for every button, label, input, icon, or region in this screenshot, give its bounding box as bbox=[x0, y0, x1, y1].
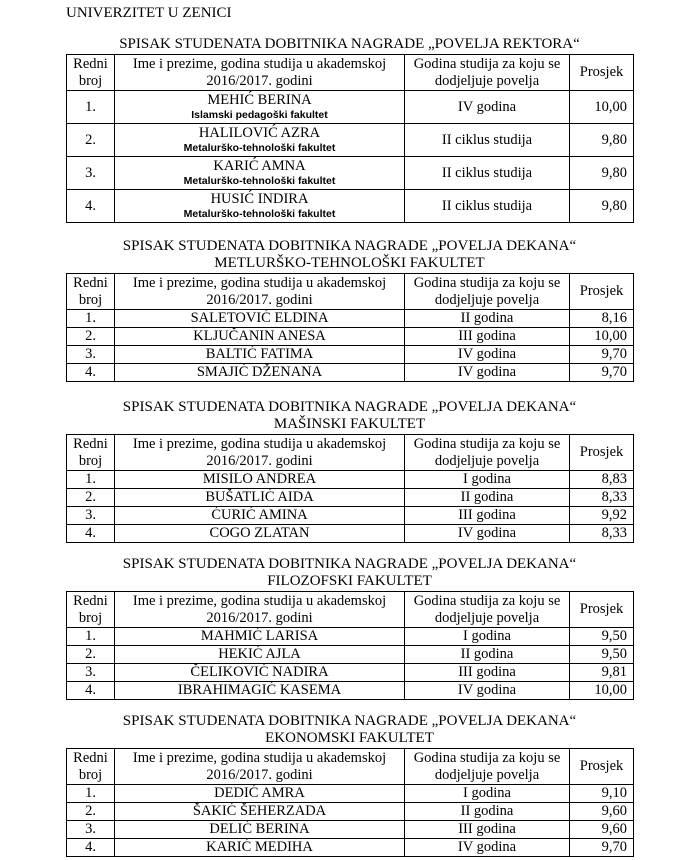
student-cell bbox=[115, 190, 405, 223]
header-godina-studija: Godina studija za koju se dodjeljuje povelja bbox=[405, 435, 570, 471]
row-number: 2. bbox=[67, 646, 115, 664]
row-number: 2. bbox=[67, 489, 115, 507]
grade-average: 9,60 bbox=[570, 821, 634, 839]
student-name: ĆURIĆ AMINA bbox=[115, 507, 405, 525]
grade-average: 9,80 bbox=[570, 124, 634, 157]
grade-average: 8,33 bbox=[570, 489, 634, 507]
student-cell bbox=[115, 157, 405, 190]
table-header-row bbox=[67, 592, 634, 628]
header-prosjek: Prosjek bbox=[570, 749, 634, 785]
study-year: II ciklus studija bbox=[405, 157, 570, 190]
study-year: III godina bbox=[405, 328, 570, 346]
table-row bbox=[67, 346, 634, 364]
section-subtitle: MAŠINSKI FAKULTET bbox=[273, 416, 426, 432]
student-cell bbox=[115, 124, 405, 157]
header-ime-prezime: Ime i prezime, godina studija u akademskoj 2016/2017. godini bbox=[115, 274, 405, 310]
header-ime-prezime: Ime i prezime, godina studija u akademskoj 2016/2017. godini bbox=[115, 592, 405, 628]
section-filozofski bbox=[66, 556, 633, 700]
header-godina-studija: Godina studija za koju se dodjeljuje povelja bbox=[405, 592, 570, 628]
header-prosjek: Prosjek bbox=[570, 592, 634, 628]
row-number: 1. bbox=[67, 628, 115, 646]
study-year: I godina bbox=[405, 628, 570, 646]
grade-average: 8,16 bbox=[570, 310, 634, 328]
study-year: II ciklus studija bbox=[405, 190, 570, 223]
study-year: IV godina bbox=[405, 839, 570, 857]
grade-average: 9,50 bbox=[570, 628, 634, 646]
student-name: DELIĆ BERINA bbox=[115, 821, 405, 839]
header-redni-broj: Redni broj bbox=[67, 749, 115, 785]
section-rektor bbox=[66, 36, 633, 223]
study-year: III godina bbox=[405, 507, 570, 525]
table-header-row bbox=[67, 55, 634, 91]
grade-average: 8,33 bbox=[570, 525, 634, 543]
awards-table bbox=[66, 591, 634, 700]
student-name: COGO ZLATAN bbox=[115, 525, 405, 543]
header-prosjek: Prosjek bbox=[570, 55, 634, 91]
row-number: 1. bbox=[67, 785, 115, 803]
section-subtitle: METLURŠKO-TEHNOLOŠKI FAKULTET bbox=[214, 255, 485, 271]
study-year: II godina bbox=[405, 646, 570, 664]
table-row bbox=[67, 310, 634, 328]
study-year: I godina bbox=[405, 785, 570, 803]
section-metalursko-tehnoloski bbox=[66, 238, 633, 382]
awards-table bbox=[66, 273, 634, 382]
student-cell bbox=[115, 91, 405, 124]
table-row bbox=[67, 157, 634, 190]
student-name: MISILO ANDREA bbox=[115, 471, 405, 489]
study-year: III godina bbox=[405, 821, 570, 839]
student-name: KARIĆ MEDIHA bbox=[115, 839, 405, 857]
student-name: SALETOVIĆ ELDINA bbox=[115, 310, 405, 328]
grade-average: 9,70 bbox=[570, 364, 634, 382]
table-row bbox=[67, 682, 634, 700]
grade-average: 9,10 bbox=[570, 785, 634, 803]
section-title: SPISAK STUDENATA DOBITNIKA NAGRADE „POVELJA REKTORA“ bbox=[119, 36, 580, 52]
student-name: ŠAKIĆ ŠEHERZADA bbox=[115, 803, 405, 821]
table-row bbox=[67, 839, 634, 857]
grade-average: 10,00 bbox=[570, 682, 634, 700]
table-row bbox=[67, 124, 634, 157]
header-redni-broj: Redni broj bbox=[67, 592, 115, 628]
row-number: 1. bbox=[67, 310, 115, 328]
row-number: 3. bbox=[67, 157, 115, 190]
study-year: II godina bbox=[405, 310, 570, 328]
study-year: IV godina bbox=[405, 682, 570, 700]
university-name: UNIVERZITET U ZENICI bbox=[66, 5, 232, 21]
student-name: MEHIĆ BERINA bbox=[207, 92, 312, 108]
grade-average: 9,80 bbox=[570, 157, 634, 190]
section-title: SPISAK STUDENATA DOBITNIKA NAGRADE „POVELJA DEKANA“ bbox=[122, 238, 577, 254]
table-row bbox=[67, 646, 634, 664]
student-faculty: Metalurško-tehnološki fakultet bbox=[183, 175, 336, 187]
student-faculty: Islamski pedagoški fakultet bbox=[191, 109, 328, 121]
table-header-row bbox=[67, 435, 634, 471]
grade-average: 9,50 bbox=[570, 646, 634, 664]
grade-average: 10,00 bbox=[570, 328, 634, 346]
table-row bbox=[67, 190, 634, 223]
header-prosjek: Prosjek bbox=[570, 435, 634, 471]
grade-average: 9,60 bbox=[570, 803, 634, 821]
header-ime-prezime: Ime i prezime, godina studija u akademskoj 2016/2017. godini bbox=[115, 749, 405, 785]
study-year: III godina bbox=[405, 664, 570, 682]
table-header-row bbox=[67, 749, 634, 785]
grade-average: 10,00 bbox=[570, 91, 634, 124]
student-name: MAHMIĆ LARISA bbox=[115, 628, 405, 646]
header-redni-broj: Redni broj bbox=[67, 274, 115, 310]
row-number: 2. bbox=[67, 803, 115, 821]
student-name: IBRAHIMAGIĆ KASEMA bbox=[115, 682, 405, 700]
header-redni-broj: Redni broj bbox=[67, 55, 115, 91]
awards-table bbox=[66, 434, 634, 543]
row-number: 3. bbox=[67, 821, 115, 839]
table-row bbox=[67, 628, 634, 646]
table-row bbox=[67, 803, 634, 821]
student-name: HEKIĆ AJLA bbox=[115, 646, 405, 664]
table-row bbox=[67, 91, 634, 124]
row-number: 3. bbox=[67, 664, 115, 682]
grade-average: 8,83 bbox=[570, 471, 634, 489]
header-prosjek: Prosjek bbox=[570, 274, 634, 310]
header-godina-studija: Godina studija za koju se dodjeljuje povelja bbox=[405, 274, 570, 310]
grade-average: 9,70 bbox=[570, 839, 634, 857]
grade-average: 9,92 bbox=[570, 507, 634, 525]
row-number: 4. bbox=[67, 525, 115, 543]
study-year: I godina bbox=[405, 471, 570, 489]
student-faculty: Metalurško-tehnološki fakultet bbox=[183, 142, 336, 154]
section-title: SPISAK STUDENATA DOBITNIKA NAGRADE „POVELJA DEKANA“ bbox=[122, 556, 577, 572]
student-name: ČELIKOVIĆ NADIRA bbox=[115, 664, 405, 682]
section-ekonomski bbox=[66, 713, 633, 857]
row-number: 2. bbox=[67, 328, 115, 346]
student-name: BUŠATLIĆ AIDA bbox=[115, 489, 405, 507]
study-year: II ciklus studija bbox=[405, 124, 570, 157]
section-title: SPISAK STUDENATA DOBITNIKA NAGRADE „POVELJA DEKANA“ bbox=[122, 713, 577, 729]
grade-average: 9,80 bbox=[570, 190, 634, 223]
header-redni-broj: Redni broj bbox=[67, 435, 115, 471]
study-year: II godina bbox=[405, 489, 570, 507]
student-name: HALILOVIĆ AZRA bbox=[198, 125, 321, 141]
table-row bbox=[67, 471, 634, 489]
section-title: SPISAK STUDENATA DOBITNIKA NAGRADE „POVELJA DEKANA“ bbox=[122, 399, 577, 415]
grade-average: 9,81 bbox=[570, 664, 634, 682]
row-number: 1. bbox=[67, 471, 115, 489]
table-row bbox=[67, 785, 634, 803]
table-row bbox=[67, 525, 634, 543]
table-header-row bbox=[67, 274, 634, 310]
study-year: II godina bbox=[405, 803, 570, 821]
awards-table bbox=[66, 54, 634, 223]
section-subtitle: EKONOMSKI FAKULTET bbox=[265, 730, 434, 746]
table-row bbox=[67, 821, 634, 839]
row-number: 4. bbox=[67, 364, 115, 382]
student-name: KARIĆ AMNA bbox=[213, 158, 306, 174]
header-ime-prezime: Ime i prezime, godina studija u akademskoj 2016/2017. godini bbox=[115, 55, 405, 91]
row-number: 4. bbox=[67, 682, 115, 700]
header-godina-studija: Godina studija za koju se dodjeljuje povelja bbox=[405, 749, 570, 785]
table-row bbox=[67, 328, 634, 346]
student-name: DEDIĆ AMRA bbox=[115, 785, 405, 803]
header-godina-studija: Godina studija za koju se dodjeljuje povelja bbox=[405, 55, 570, 91]
row-number: 1. bbox=[67, 91, 115, 124]
study-year: IV godina bbox=[405, 364, 570, 382]
student-name: HUSIĆ INDIRA bbox=[210, 191, 309, 207]
awards-table bbox=[66, 748, 634, 857]
student-faculty: Metalurško-tehnološki fakultet bbox=[183, 208, 336, 220]
section-masinski bbox=[66, 399, 633, 543]
table-row bbox=[67, 507, 634, 525]
study-year: IV godina bbox=[405, 346, 570, 364]
grade-average: 9,70 bbox=[570, 346, 634, 364]
student-name: KLJUČANIN ANESA bbox=[115, 328, 405, 346]
student-name: BALTIĆ FATIMA bbox=[115, 346, 405, 364]
table-row bbox=[67, 364, 634, 382]
header-ime-prezime: Ime i prezime, godina studija u akademskoj 2016/2017. godini bbox=[115, 435, 405, 471]
row-number: 3. bbox=[67, 346, 115, 364]
section-subtitle: FILOZOFSKI FAKULTET bbox=[267, 573, 432, 589]
row-number: 4. bbox=[67, 839, 115, 857]
table-row bbox=[67, 489, 634, 507]
study-year: IV godina bbox=[405, 525, 570, 543]
study-year: IV godina bbox=[405, 91, 570, 124]
student-name: SMAJIĆ DŽENANA bbox=[115, 364, 405, 382]
table-row bbox=[67, 664, 634, 682]
row-number: 4. bbox=[67, 190, 115, 223]
row-number: 2. bbox=[67, 124, 115, 157]
row-number: 3. bbox=[67, 507, 115, 525]
